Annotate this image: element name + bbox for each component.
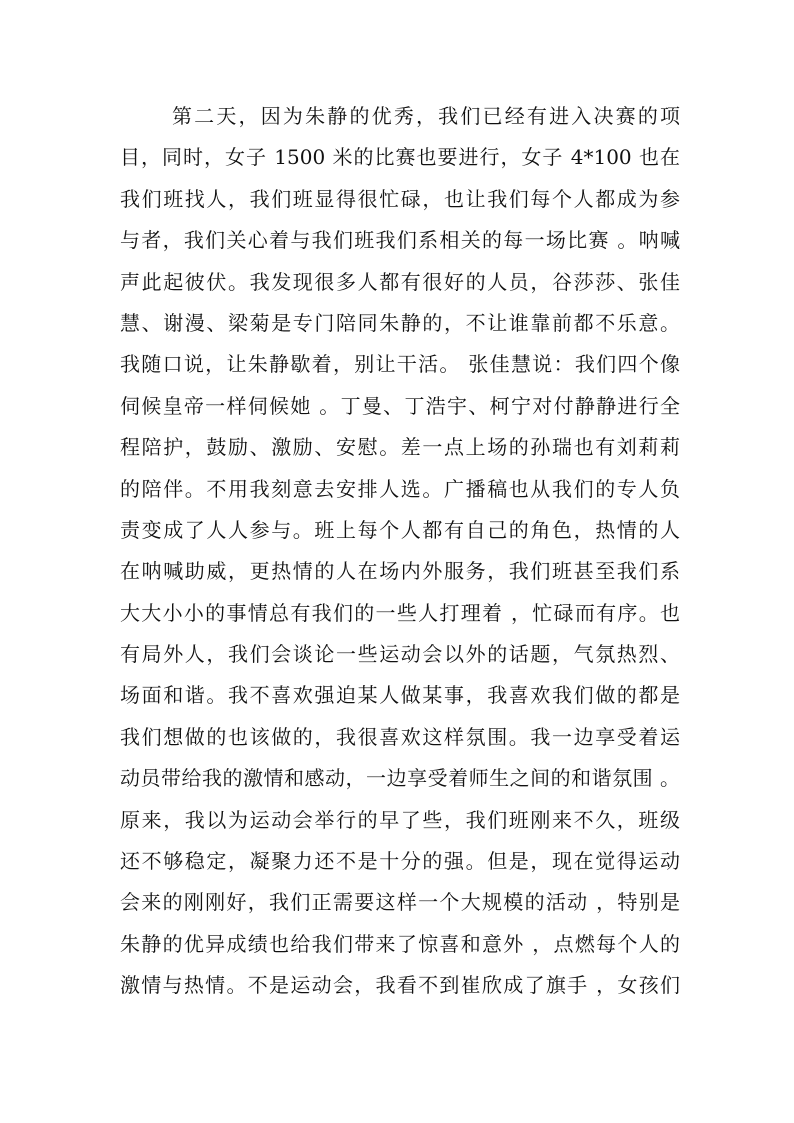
text-line: 大大小小的事情总有我们的一些人打理着 ，忙碌而有序。也 [120, 600, 680, 625]
text-line: 与者，我们关心着与我们班我们系相关的每一场比赛 。呐喊 [120, 228, 680, 253]
text-line: 声此起彼伏。我发现很多人都有很好的人员，谷莎莎、张佳 [120, 269, 680, 294]
text-line: 伺候皇帝一样伺候她 。丁曼、丁浩宇、柯宁对付静静进行全 [120, 393, 680, 418]
text-line: 我们班找人，我们班显得很忙碌，也让我们每个人都成为参 [120, 186, 680, 211]
text-line: 在呐喊助威，更热情的人在场内外服务，我们班甚至我们系 [120, 559, 680, 584]
text-line: 激情与热情。不是运动会，我看不到崔欣成了旗手 ，女孩们 [120, 973, 680, 998]
text-line: 我随口说，让朱静歇着，别让干活。 张佳慧说：我们四个像 [120, 352, 680, 377]
text-line: 我们想做的也该做的，我很喜欢这样氛围。我一边享受着运 [120, 724, 680, 749]
body-paragraph [120, 96, 680, 1007]
text-line: 场面和谐。我不喜欢强迫某人做某事，我喜欢我们做的都是 [120, 683, 680, 708]
text-line: 第二天，因为朱静的优秀，我们已经有进入决赛的项 [172, 104, 680, 128]
text-line: 还不够稳定，凝聚力还不是十分的强。但是，现在觉得运动 [120, 849, 680, 874]
text-line: 动员带给我的激情和感动，一边享受着师生之间的和谐氛围 。 [120, 766, 680, 791]
text-line: 会来的刚刚好，我们正需要这样一个大规模的活动 ，特别是 [120, 890, 680, 915]
text-line: 目，同时，女子 1500 米的比赛也要进行，女子 4*100 也在 [120, 145, 680, 170]
text-line: 慧、谢漫、梁菊是专门陪同朱静的，不让谁靠前都不乐意。 [120, 310, 680, 335]
text-line: 朱静的优异成绩也给我们带来了惊喜和意外 ，点燃每个人的 [120, 931, 680, 956]
text-line: 责变成了人人参与。班上每个人都有自己的角色，热情的人 [120, 517, 680, 542]
text-line: 程陪护，鼓励、激励、安慰。差一点上场的孙瑞也有刘莉莉 [120, 435, 680, 460]
text-line: 的陪伴。不用我刻意去安排人选。广播稿也从我们的专人负 [120, 476, 680, 501]
text-line: 原来，我以为运动会举行的早了些，我们班刚来不久，班级 [120, 807, 680, 832]
text-line: 有局外人，我们会谈论一些运动会以外的话题，气氛热烈、 [120, 642, 680, 667]
